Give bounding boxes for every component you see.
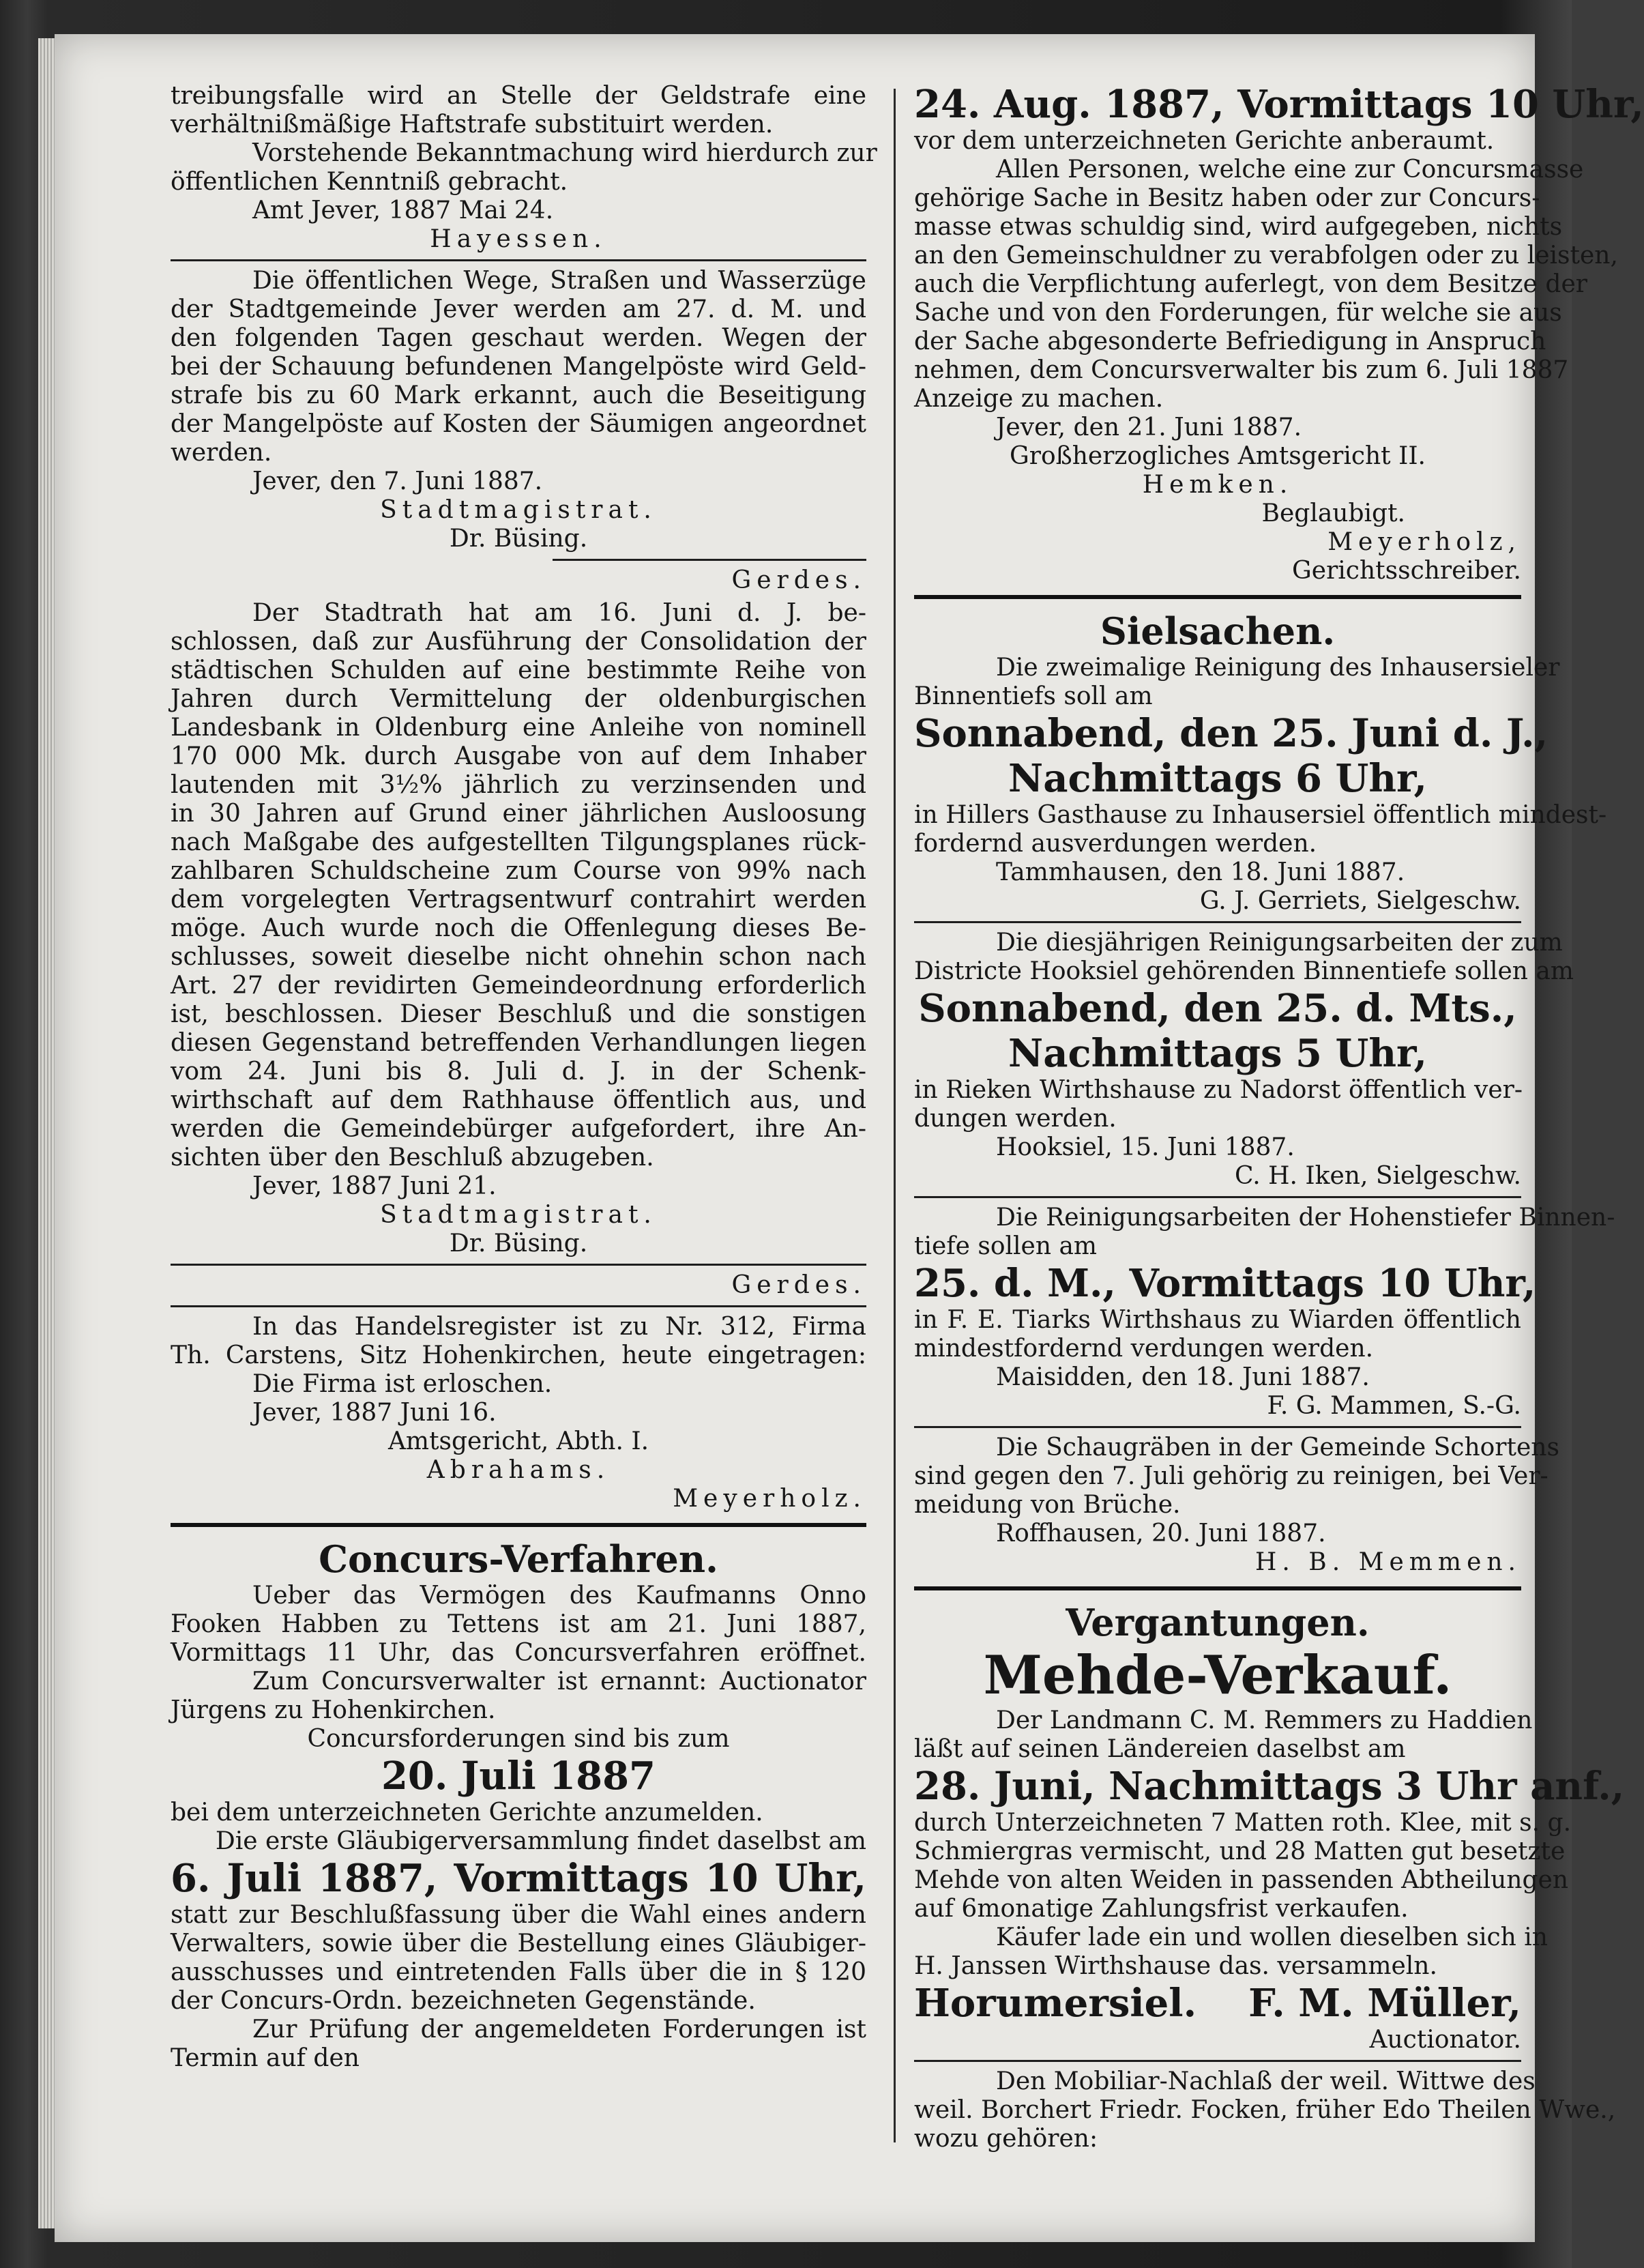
text-line: öffentlichen Kenntniß gebracht. xyxy=(171,168,568,196)
text-line: Die Reinigungsarbeiten der Hohenstiefer Binnen- xyxy=(996,1204,1615,1232)
signature: Hayessen. xyxy=(430,225,607,253)
text-line: städtischen Schulden auf eine bestimmte Reihe von xyxy=(171,656,866,684)
notice-concurs-continued xyxy=(914,82,1644,585)
signature-rule xyxy=(553,559,866,561)
text-line: werden. xyxy=(171,439,272,467)
text-line: lautenden mit 3½% jährlich zu verzinsenden und xyxy=(171,771,866,799)
section-heading: Concurs-Verfahren. xyxy=(319,1537,718,1581)
dateline: Hooksiel, 15. Juni 1887. xyxy=(996,1133,1295,1161)
section-rule xyxy=(914,1586,1521,1590)
signature: Stadtmagistrat. xyxy=(380,496,657,524)
text-line: fordernd ausverdungen werden. xyxy=(914,830,1317,858)
text-line: der Sache abgesonderte Befriedigung in Anspruch xyxy=(914,328,1546,355)
text-line: auch die Verpflichtung auferlegt, von dem Besitze der xyxy=(914,270,1587,298)
date-emphasis: Nachmittags 5 Uhr, xyxy=(1008,1031,1427,1076)
text-line: Binnentiefs soll am xyxy=(914,682,1153,710)
left-column xyxy=(171,82,877,2073)
text-line: an den Gemeinschuldner zu verabfolgen oder zu leisten, xyxy=(914,242,1618,270)
text-line: verhältnißmäßige Haftstrafe substituirt werden. xyxy=(171,111,774,139)
text-line: Districte Hooksiel gehörenden Binnentiefe sollen am xyxy=(914,957,1574,985)
signature: Amtsgericht, Abth. I. xyxy=(387,1427,649,1455)
text-line: tiefe sollen am xyxy=(914,1232,1098,1260)
dateline: Maisidden, den 18. Juni 1887. xyxy=(996,1363,1370,1391)
dateline: Jever, den 21. Juni 1887. xyxy=(996,413,1302,441)
text-line: schlossen, daß zur Ausführung der Consolidation der xyxy=(171,628,866,656)
text-line: mindestfordernd verdungen werden. xyxy=(914,1335,1374,1363)
notice-stadtrath xyxy=(171,599,866,1300)
signature: Großherzogliches Amtsgericht II. xyxy=(1010,442,1426,470)
dateline: Jever, den 7. Juni 1887. xyxy=(252,467,543,495)
ad-heading: Mehde-Verkauf. xyxy=(983,1644,1452,1706)
date-emphasis: 6. Juli 1887, Vormittags 10 Uhr, xyxy=(171,1856,866,1901)
signature: Gerichtsschreiber. xyxy=(1292,557,1521,585)
signature: Meyerholz. xyxy=(673,1485,866,1513)
notice-haftstrafe xyxy=(171,82,877,254)
text-line: Die öffentlichen Wege, Straßen und Wasserzüge xyxy=(252,267,866,295)
section-vergantungen xyxy=(914,1600,1625,2054)
text-line: Zum Concursverwalter ist ernannt: Auctionator xyxy=(252,1668,866,1696)
signature: C. H. Iken, Sielgeschw. xyxy=(1235,1162,1521,1190)
text-line: treibungsfalle wird an Stelle der Geldstrafe eine xyxy=(171,82,866,110)
section-rule xyxy=(914,595,1521,599)
date-emphasis: Sonnabend, den 25. d. Mts., xyxy=(918,986,1517,1031)
separator-rule xyxy=(914,1426,1521,1428)
signature: Beglaubigt. xyxy=(1261,499,1405,527)
text-line: ist, beschlossen. Dieser Beschluß und die sonstigen xyxy=(171,1000,866,1028)
text-line: Allen Personen, welche eine zur Concursmasse xyxy=(996,156,1584,184)
signature: Dr. Büsing. xyxy=(449,1230,588,1257)
text-line: In das Handelsregister ist zu Nr. 312, Firma xyxy=(252,1313,866,1341)
separator-rule xyxy=(914,2060,1521,2062)
dateline: Jever, 1887 Juni 16. xyxy=(252,1399,497,1427)
text-line: durch Unterzeichneten 7 Matten roth. Klee, mit s. g. xyxy=(914,1809,1572,1837)
text-line: Concursforderungen sind bis zum xyxy=(307,1725,730,1753)
text-line: masse etwas schuldig sind, wird aufgegeben, nichts xyxy=(914,213,1563,241)
section-heading: Vergantungen. xyxy=(1066,1601,1370,1644)
text-line: Die Firma ist erloschen. xyxy=(252,1370,553,1398)
notice-concurs xyxy=(171,1537,866,2073)
date-emphasis: Nachmittags 6 Uhr, xyxy=(1008,756,1427,801)
text-line: Die diesjährigen Reinigungsarbeiten der zum xyxy=(996,929,1563,957)
signer-role: Auctionator. xyxy=(1369,2026,1521,2054)
text-line: zahlbaren Schuldscheine zum Course von 99% nach xyxy=(171,857,866,885)
text-line: bei der Schauung befundenen Mangelpöste wird Geld- xyxy=(171,353,866,381)
signature: F. G. Mammen, S.-G. xyxy=(1267,1392,1521,1420)
signature: Meyerholz, xyxy=(1327,528,1521,556)
separator-rule xyxy=(171,259,866,261)
text-line: Vorstehende Bekanntmachung wird hierdurch zur xyxy=(252,139,877,167)
signature: G. J. Gerriets, Sielgeschw. xyxy=(1199,887,1521,915)
text-line: strafe bis zu 60 Mark erkannt, auch die Beseitigung xyxy=(171,381,866,409)
separator-rule xyxy=(171,1305,866,1307)
text-line: Die Schaugräben in der Gemeinde Schortens xyxy=(996,1434,1559,1462)
text-line: der Mangelpöste auf Kosten der Säumigen angeordnet xyxy=(171,410,866,438)
text-line: nehmen, dem Concursverwalter bis zum 6. Juli 1887 xyxy=(914,356,1569,384)
text-line: Mehde von alten Weiden in passenden Abtheilungen xyxy=(914,1866,1569,1894)
signature: Dr. Büsing. xyxy=(449,525,588,553)
section-rule xyxy=(171,1523,866,1527)
text-line: H. Janssen Wirthshause das. versammeln. xyxy=(914,1952,1437,1980)
text-line: Den Mobiliar-Nachlaß der weil. Wittwe des xyxy=(996,2067,1536,2095)
dateline: Jever, 1887 Juni 21. xyxy=(252,1172,497,1200)
text-line: vom 24. Juni bis 8. Juli d. J. in der Schenk- xyxy=(171,1058,866,1086)
text-line: Der Landmann C. M. Remmers zu Haddien xyxy=(996,1706,1533,1734)
text-line: läßt auf seinen Ländereien daselbst am xyxy=(914,1735,1406,1763)
text-line: statt zur Beschlußfassung über die Wahl eines andern xyxy=(171,1901,866,1929)
notice-wege xyxy=(171,267,866,595)
signature: Hemken. xyxy=(1142,471,1293,499)
text-line: dem vorgelegten Vertragsentwurf contrahirt werden xyxy=(171,886,866,914)
text-line: wozu gehören: xyxy=(914,2125,1098,2153)
ad-signature-row xyxy=(914,1981,1521,2026)
date-emphasis: 25. d. M., Vormittags 10 Uhr, xyxy=(914,1261,1536,1306)
text-line: ausschusses und eintretenden Falls über die in § 120 xyxy=(171,1958,866,1986)
signature: Gerdes. xyxy=(731,1271,866,1299)
text-line: Die zweimalige Reinigung des Inhausersieler xyxy=(996,654,1560,682)
text-line: Ueber das Vermögen des Kaufmanns Onno xyxy=(252,1582,866,1610)
text-line: Art. 27 der revidirten Gemeindeordnung erforderlich xyxy=(171,972,866,1000)
dateline: Roffhausen, 20. Juni 1887. xyxy=(996,1520,1326,1547)
text-line: möge. Auch wurde noch die Offenlegung dieses Be- xyxy=(171,914,866,942)
date-emphasis: 28. Juni, Nachmittags 3 Uhr anf., xyxy=(914,1764,1625,1809)
text-line: Jahren durch Vermittelung der oldenburgischen xyxy=(171,685,866,713)
signature: Gerdes. xyxy=(731,566,866,594)
text-line: Vormittags 11 Uhr, das Concursverfahren eröffnet. xyxy=(171,1639,866,1667)
text-line: dungen werden. xyxy=(914,1105,1117,1133)
text-line: Verwalters, sowie über die Bestellung eines Gläubiger- xyxy=(171,1930,866,1958)
text-line: nach Maßgabe des aufgestellten Tilgungsplanes rück- xyxy=(171,828,866,856)
text-line: Termin auf den xyxy=(171,2044,359,2072)
text-line: meidung von Brüche. xyxy=(914,1491,1181,1519)
text-line: Die erste Gläubigerversammlung findet daselbst am xyxy=(215,1827,866,1855)
text-line: in Rieken Wirthshause zu Nadorst öffentlich ver- xyxy=(914,1076,1523,1104)
right-column xyxy=(914,82,1644,2153)
text-line: Jürgens zu Hohenkirchen. xyxy=(171,1696,496,1724)
signature: H. B. Memmen. xyxy=(1255,1548,1521,1576)
text-line: sind gegen den 7. Juli gehörig zu reinigen, bei Ver- xyxy=(914,1462,1548,1490)
text-line: der Concurs-Ordn. bezeichneten Gegenstände. xyxy=(171,1987,756,2015)
text-line: Anzeige zu machen. xyxy=(914,385,1164,413)
dateline: Tammhausen, den 18. Juni 1887. xyxy=(996,858,1405,886)
text-line: gehörige Sache in Besitz haben oder zur Concurs- xyxy=(914,184,1540,212)
date-emphasis: Sonnabend, den 25. Juni d. J., xyxy=(914,711,1548,756)
section-sielsachen xyxy=(914,609,1615,1577)
text-line: in Hillers Gasthause zu Inhausersiel öffentlich mindest- xyxy=(914,801,1607,829)
signer-name: F. M. Müller, xyxy=(1248,1981,1521,2026)
text-line: 170 000 Mk. durch Ausgabe von auf dem Inhaber xyxy=(171,742,866,770)
text-line: Fooken Habben zu Tettens ist am 21. Juni 1887, xyxy=(171,1610,866,1638)
text-line: Sache und von den Forderungen, für welche sie aus xyxy=(914,299,1562,327)
text-line: Th. Carstens, Sitz Hohenkirchen, heute eingetragen: xyxy=(171,1341,866,1369)
signature: Stadtmagistrat. xyxy=(380,1201,657,1229)
text-line: Zur Prüfung der angemeldeten Forderungen ist xyxy=(252,2016,866,2044)
text-line: vor dem unterzeichneten Gerichte anberaumt. xyxy=(914,127,1495,155)
date-emphasis: 24. Aug. 1887, Vormittags 10 Uhr, xyxy=(914,82,1644,127)
text-line: sichten über den Beschluß abzugeben. xyxy=(171,1144,654,1172)
text-line: Käufer lade ein und wollen dieselben sich in xyxy=(996,1923,1548,1951)
text-line: in F. E. Tiarks Wirthshaus zu Wiarden öffentlich xyxy=(914,1306,1521,1334)
text-line: diesen Gegenstand betreffenden Verhandlungen liegen xyxy=(171,1029,866,1057)
text-line: auf 6monatige Zahlungsfrist verkaufen. xyxy=(914,1895,1409,1923)
text-line: werden die Gemeindebürger aufgefordert, ihre An- xyxy=(171,1115,866,1143)
text-line: Landesbank in Oldenburg eine Anleihe von nominell xyxy=(171,714,866,742)
text-line: bei dem unterzeichneten Gerichte anzumelden. xyxy=(171,1799,763,1827)
text-line: der Stadtgemeinde Jever werden am 27. d. M. und xyxy=(171,295,866,323)
place-name: Horumersiel. xyxy=(914,1981,1197,2026)
text-line: in 30 Jahren auf Grund einer jährlichen Ausloosung xyxy=(171,800,866,828)
text-line: Amt Jever, 1887 Mai 24. xyxy=(252,197,554,224)
text-line: Schmiergras vermischt, und 28 Matten gut besetzte xyxy=(914,1837,1566,1865)
text-line: wirthschaft auf dem Rathhause öffentlich aus, und xyxy=(171,1086,866,1114)
separator-rule xyxy=(914,1196,1521,1198)
separator-rule xyxy=(914,921,1521,923)
text-line: schlusses, soweit dieselbe nicht ohnehin schon nach xyxy=(171,943,866,971)
signature: Abrahams. xyxy=(426,1456,611,1484)
notice-handelsregister xyxy=(171,1313,866,1513)
text-line: Der Stadtrath hat am 16. Juni d. J. be- xyxy=(252,599,866,627)
column-divider xyxy=(894,89,896,2142)
text-line: den folgenden Tagen geschaut werden. Wegen der xyxy=(171,324,866,352)
separator-rule xyxy=(171,1264,866,1266)
section-heading: Sielsachen. xyxy=(1100,609,1336,653)
notice-nachlass xyxy=(914,2067,1616,2153)
date-emphasis: 20. Juli 1887 xyxy=(381,1754,656,1799)
text-line: weil. Borchert Friedr. Focken, früher Edo Theilen Wwe., xyxy=(914,2096,1616,2124)
